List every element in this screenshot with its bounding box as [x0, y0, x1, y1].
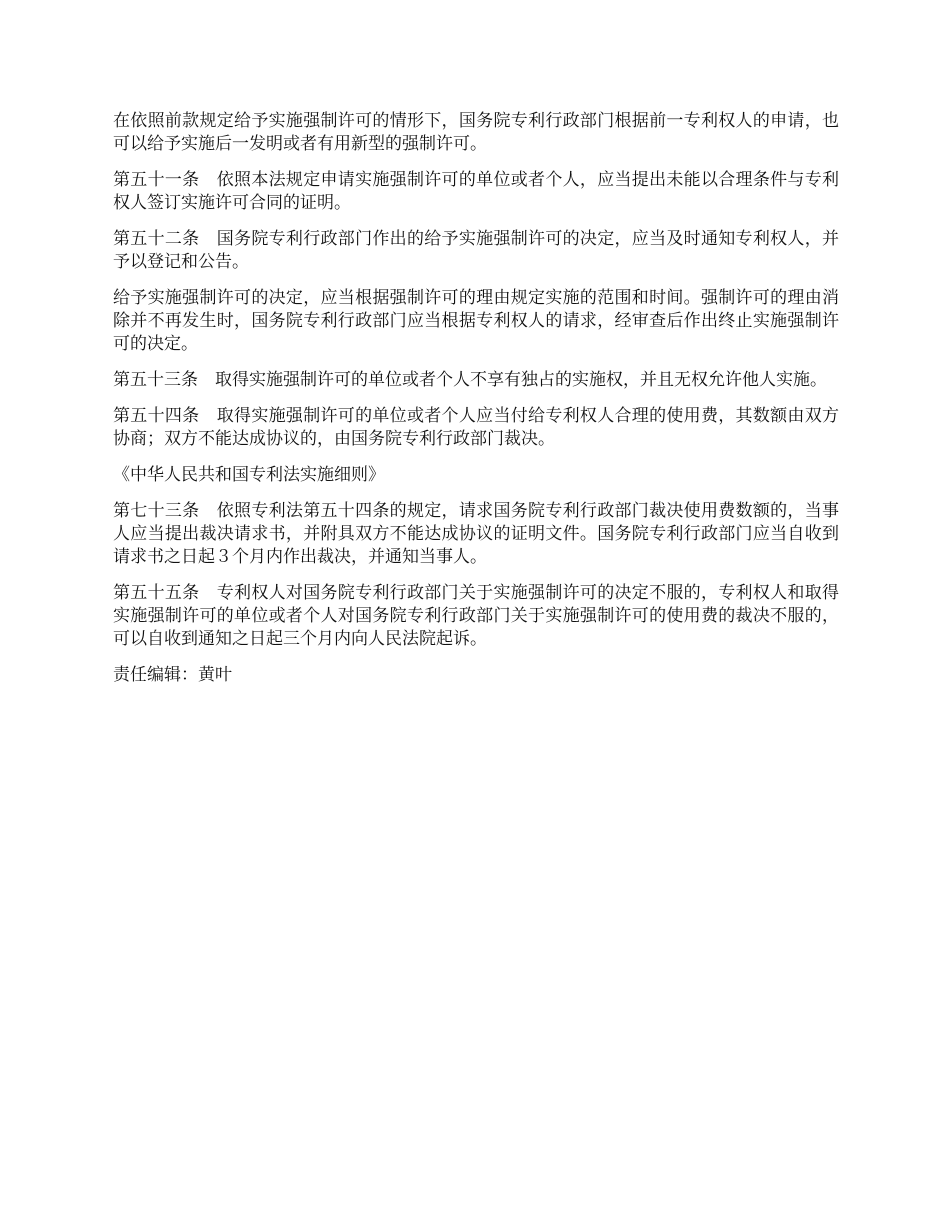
responsible-editor: 责任编辑：黄叶: [113, 665, 232, 685]
paragraph-article-52-scope: 给予实施强制许可的决定，应当根据强制许可的理由规定实施的范围和时间。强制许可的理由消除并不再发生时，国务院专利行政部门应当根据专利权人的请求，经审查后作出终止实施强制许可的决定。: [113, 288, 839, 354]
paragraph-article-53: 第五十三条 取得实施强制许可的单位或者个人不享有独占的实施权，并且无权允许他人实施。: [113, 370, 827, 390]
paragraph-article-54: 第五十四条 取得实施强制许可的单位或者个人应当付给专利权人合理的使用费，其数额由双方协商；双方不能达成协议的，由国务院专利行政部门裁决。: [113, 406, 839, 449]
section-heading-implementing-rules: 《中华人民共和国专利法实施细则》: [113, 465, 385, 485]
document-body: [113, 110, 839, 700]
paragraph-article-55: 第五十五条 专利权人对国务院专利行政部门关于实施强制许可的决定不服的，专利权人和取得实施强制许可的单位或者个人对国务院专利行政部门关于实施强制许可的使用费的裁决不服的，可以自收到通知之日起三个月内向人民法院起诉。: [113, 583, 839, 649]
paragraph-precondition: 在依照前款规定给予实施强制许可的情形下，国务院专利行政部门根据前一专利权人的申请，也可以给予实施后一发明或者有用新型的强制许可。: [113, 111, 839, 154]
paragraph-article-51: 第五十一条 依照本法规定申请实施强制许可的单位或者个人，应当提出未能以合理条件与专利权人签订实施许可合同的证明。: [113, 170, 839, 213]
paragraph-article-52: 第五十二条 国务院专利行政部门作出的给予实施强制许可的决定，应当及时通知专利权人，并予以登记和公告。: [113, 229, 839, 272]
paragraph-article-73: 第七十三条 依照专利法第五十四条的规定，请求国务院专利行政部门裁决使用费数额的，当事人应当提出裁决请求书，并附具双方不能达成协议的证明文件。国务院专利行政部门应当自收到请求书之日起３个月内作出裁决，并通知当事人。: [113, 501, 839, 567]
